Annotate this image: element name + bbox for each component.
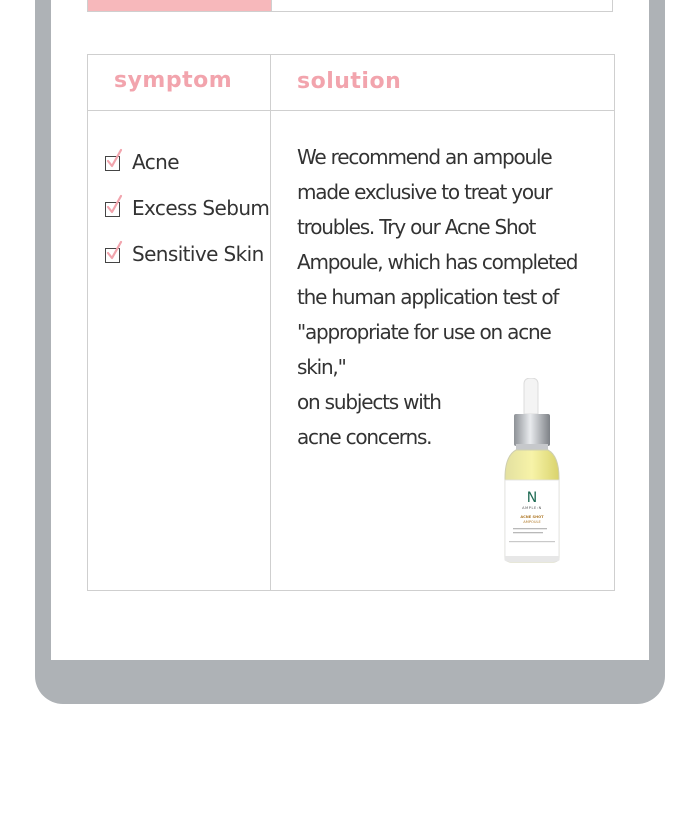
symptom-item-excess-sebum [105, 185, 270, 231]
previous-table-pink-cell [88, 0, 271, 11]
ampoule-bottle-image [497, 378, 567, 564]
solution-description: We recommend an ampoule made exclusive to treat your troubles. Try our Acne Shot Ampoule, which has completed the human application test of "appropriate for use on acne skin," on subjects with acne concerns. [297, 145, 578, 449]
bottle-product-subname: AMPOULE [523, 520, 541, 524]
table-header-row [88, 55, 615, 111]
checkbox-checked-icon [105, 202, 120, 217]
symptom-item-acne [105, 139, 270, 185]
checkbox-checked-icon [105, 156, 120, 171]
previous-table-edge [87, 0, 613, 12]
symptom-cell [88, 111, 271, 591]
symptom-label: Excess Sebum [132, 196, 270, 220]
symptom-list [88, 111, 270, 277]
header-cell-symptom [88, 55, 271, 111]
symptom-label: Sensitive Skin [132, 242, 264, 266]
previous-table-divider [271, 0, 272, 11]
symptom-heading: symptom [114, 68, 233, 93]
checkbox-checked-icon [105, 248, 120, 263]
bottle-logo-letter: N [526, 490, 538, 506]
bottle-product-name: ACNE SHOT [520, 515, 544, 519]
header-cell-solution [271, 55, 615, 111]
bottle-brand: AMPLE:N [522, 506, 542, 510]
symptom-item-sensitive-skin [105, 231, 270, 277]
solution-heading: solution [297, 69, 402, 94]
symptom-label: Acne [132, 150, 179, 174]
